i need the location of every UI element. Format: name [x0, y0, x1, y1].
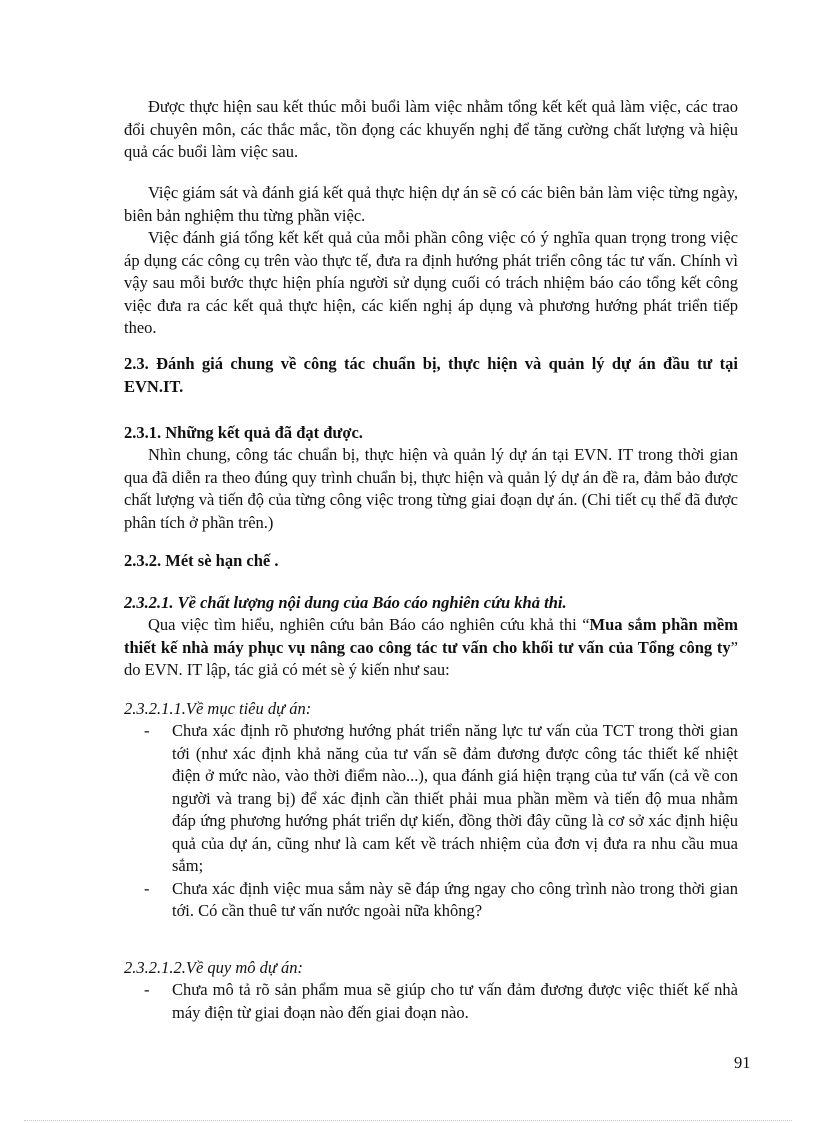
heading-2-3-2: 2.3.2. Mét sè hạn chế .	[124, 551, 279, 570]
scale-list-container	[124, 979, 738, 1024]
paragraph-evaluation: Việc đánh giá tổng kết kết quả của mỗi phần công việc có ý nghĩa quan trọng trong việc áp dụng các công cụ trên vào thực tế, đưa ra định hướng phát triển công tác tư vấn. Chính vì vậy sau mỗi bước thực hiện phía người sử dụng cuối có trách nhiệm báo cáo tổng kết công việc đưa ra các kết quả thực hiện, các kiến nghị áp dụng và phương hướng phát triển tiếp theo.	[124, 228, 738, 337]
paragraph-monitoring: Việc giám sát và đánh giá kết quả thực hiện dự án sẽ có các biên bản làm việc từng ngày, biên bản nghiệm thu từng phần việc.	[124, 183, 738, 225]
feasibility-text-after: ” do EVN. IT lập, tác giả có mét sè ý kiến như sau:	[124, 637, 738, 679]
footer-divider	[24, 1120, 792, 1121]
list-item: - Chưa xác định rõ phương hướng phát triển năng lực tư vấn của TCT trong thời gian tới (như xác định khả năng của tư vấn sẽ đảm đương được công tác thiết kế nhiệt điện ở mức nào, vào thời điểm nào...), qua đánh giá hiện trạng của tư vấn (cả về con người và trang bị) để xác định cần thiết phải mua phần mềm và tiến độ mua nhằm đáp ứng phương hướng phát triển dự kiến, đồng thời đây cũng là cơ sở xác định hiệu quả của dự án, cũng như là cam kết về trách nhiệm của đơn vị đưa ra nhu cầu mua sắm;	[124, 720, 738, 878]
project-title: Mua sắm phần mềm thiết kế nhà máy phục vụ nâng cao công tác tư vấn cho khối tư vấn của Tổng công ty	[124, 615, 738, 657]
heading-2-3-2-1: 2.3.2.1. Về chất lượng nội dung của Báo cáo nghiên cứu khả thi.	[124, 593, 567, 612]
paragraph-feasibility-study	[124, 614, 738, 682]
feasibility-text-before: Qua việc tìm hiểu, nghiên cứu bản Báo cáo nghiên cứu khả thi “	[148, 615, 590, 634]
heading-2-3-1: 2.3.1. Những kết quả đã đạt được.	[124, 423, 363, 442]
paragraph-meeting-summary: Được thực hiện sau kết thúc mỗi buổi làm việc nhằm tổng kết kết quả làm việc, các trao đổi chuyên môn, các thắc mắc, tồn đọng các khuyến nghị để tăng cường chất lượng và hiệu quả các buổi làm việc sau.	[124, 97, 738, 161]
list-item: - Chưa xác định việc mua sắm này sẽ đáp ứng ngay cho công trình nào trong thời gian tới. Có cần thuê tư vấn nước ngoài nữa không?	[124, 878, 738, 923]
heading-project-goals: 2.3.2.1.1.Về mục tiêu dự án:	[124, 699, 312, 718]
list-item: - Chưa mô tả rõ sản phẩm mua sẽ giúp cho tư vấn đảm đương được việc thiết kế nhà máy điện từ giai đoạn nào đến giai đoạn nào.	[124, 979, 738, 1024]
goals-list	[124, 720, 738, 923]
heading-2-3: 2.3. Đánh giá chung về công tác chuẩn bị, thực hiện và quản lý dự án đầu tư tại EVN.IT.	[124, 354, 738, 396]
paragraph-results: Nhìn chung, công tác chuẩn bị, thực hiện và quản lý dự án tại EVN. IT trong thời gian qua đã diễn ra theo đúng quy trình chuẩn bị, thực hiện và quản lý dự án đề ra, đảm bảo được chất lượng và tiến độ của từng công việc trong từng giai đoạn dự án. (Chi tiết cụ thể đã được phân tích ở phần trên.)	[124, 445, 738, 532]
goals-list-container	[124, 720, 738, 923]
scale-list	[124, 979, 738, 1024]
page-number: 91	[734, 1053, 751, 1072]
heading-project-scale: 2.3.2.1.2.Về quy mô dự án:	[124, 958, 304, 977]
